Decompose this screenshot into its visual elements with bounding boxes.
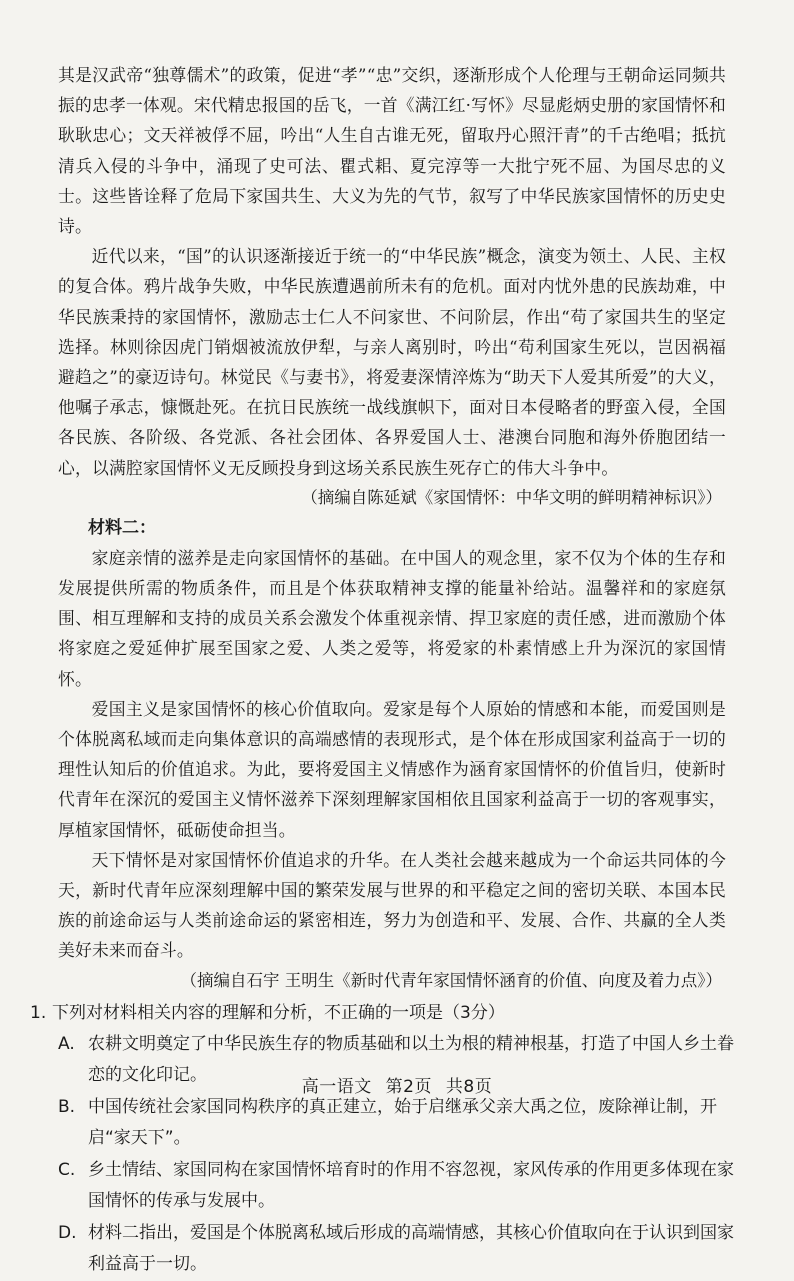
option-letter: C. xyxy=(58,1159,76,1180)
footer-subject: 高一语文 xyxy=(301,1077,372,1097)
option-letter: A. xyxy=(58,1033,75,1054)
option-c xyxy=(58,1155,736,1218)
question-1-text: 下列对材料相关内容的理解和分析，不正确的一项是（3分） xyxy=(52,1002,505,1023)
option-d xyxy=(58,1218,736,1281)
option-letter: D. xyxy=(58,1222,77,1243)
question-1 xyxy=(30,998,734,1281)
option-text: 农耕文明奠定了中华民族生存的物质基础和以土为根的精神根基，打造了中国人乡土眷恋的文化印记。 xyxy=(88,1033,734,1086)
material2-paragraph-3: 天下情怀是对家国情怀价值追求的升华。在人类社会越来越成为一个命运共同体的今天，新时代青年应深刻理解中国的繁荣发展与世界的和平稳定之间的密切关联、本国本民族的前途命运与人类前途命运的紧密相连，努力为创造和平、发展、合作、共赢的全人类美好未来而奋斗。 xyxy=(58,849,726,961)
material2-paragraph-2: 爱国主义是家国情怀的核心价值取向。爱家是每个人原始的情感和本能，而爱国则是个体脱离私域而走向集体意识的高端感情的表现形式，是个体在形成国家利益高于一切的理性认知后的价值追求。为此，要将爱国主义情感作为涵育家国情怀的价值旨归，使新时代青年在深沉的爱国主义情怀滋养下深刻理解家国相依且国家利益高于一切的客观事实，厚植家国情怀，砥砺使命担当。 xyxy=(58,698,726,840)
material1-paragraph-1: 其是汉武帝“独尊儒术”的政策，促进“孝”“忠”交织，逐渐形成个人伦理与王朝命运同频共振的忠孝一体观。宋代精忠报国的岳飞，一首《满江红·写怀》尽显彪炳史册的家国情怀和耿耿忠心；文天祥被俘不屈，吟出“人生自古谁无死，留取丹心照汗青”的千古绝唱；抵抗清兵入侵的斗争中，涌现了史可法、瞿式耜、夏完淳等一大批宁死不屈、为国尽忠的义士。这些皆诠释了危局下家国共生、大义为先的气节，叙写了中华民族家国情怀的历史史诗。 xyxy=(58,65,726,237)
material1-source: （摘编自陈延斌《家国情怀：中华文明的鲜明精神标识》） xyxy=(301,487,722,507)
option-b xyxy=(58,1092,736,1155)
page-footer xyxy=(0,1072,794,1097)
footer-total-pages: 共8页 xyxy=(445,1077,493,1097)
material2-paragraph-1: 家庭亲情的滋养是走向家国情怀的基础。在中国人的观念里，家不仅为个体的生存和发展提供所需的物质条件，而且是个体获取精神支撑的能量补给站。温馨祥和的家庭氛围、相互理解和支持的成员关系会激发个体重视亲情、捍卫家庭的责任感，进而激励个体将家庭之爱延伸扩展至国家之爱、人类之爱等，将爱家的朴素情感上升为深沉的家国情怀。 xyxy=(58,547,726,689)
material1-paragraph-2: 近代以来，“国”的认识逐渐接近于统一的“中华民族”概念，演变为领土、人民、主权的复合体。鸦片战争失败，中华民族遭遇前所未有的危机。面对内忧外患的民族劫难，中华民族秉持的家国情怀，激励志士仁人不问家世、不问阶层，作出“苟了家国共生的坚定选择。林则徐因虎门销烟被流放伊犁，与亲人离别时，吟出“苟利国家生死以，岂因祸福避趋之”的豪迈诗句。林觉民《与妻书》，将爱妻深情淬炼为“助天下人爱其所爱”的大义，他嘱子承志，慷慨赴死。在抗日民族统一战线旗帜下，面对日本侵略者的野蛮入侵，全国各民族、各阶级、各党派、各社会团体、各界爱国人士、港澳台同胞和海外侨胞团结一心，以满腔家国情怀义无反顾投身到这场关系民族生死存亡的伟大斗争中。 xyxy=(58,246,726,478)
option-letter: B. xyxy=(58,1096,76,1117)
option-text: 中国传统社会家国同构秩序的真正建立，始于启继承父亲大禹之位，废除禅让制，开启“家天下”。 xyxy=(88,1096,717,1149)
option-text: 乡土情结、家国同构在家国情怀培育时的作用不容忽视，家风传承的作用更多体现在家国情怀的传承与发展中。 xyxy=(88,1159,734,1212)
footer-page-number: 第2页 xyxy=(385,1077,432,1097)
material2-source: （摘编自石宇 王明生《新时代青年家国情怀涵育的价值、向度及着力点》） xyxy=(180,970,722,990)
option-text: 材料二指出，爱国是个体脱离私域后形成的高端情感，其核心价值取向在于认识到国家利益高于一切。 xyxy=(88,1222,734,1275)
page-content xyxy=(30,60,734,1281)
question-1-stem xyxy=(30,998,752,1029)
material2-heading: 材料二： xyxy=(88,517,156,538)
question-number: 1. xyxy=(30,1002,47,1023)
